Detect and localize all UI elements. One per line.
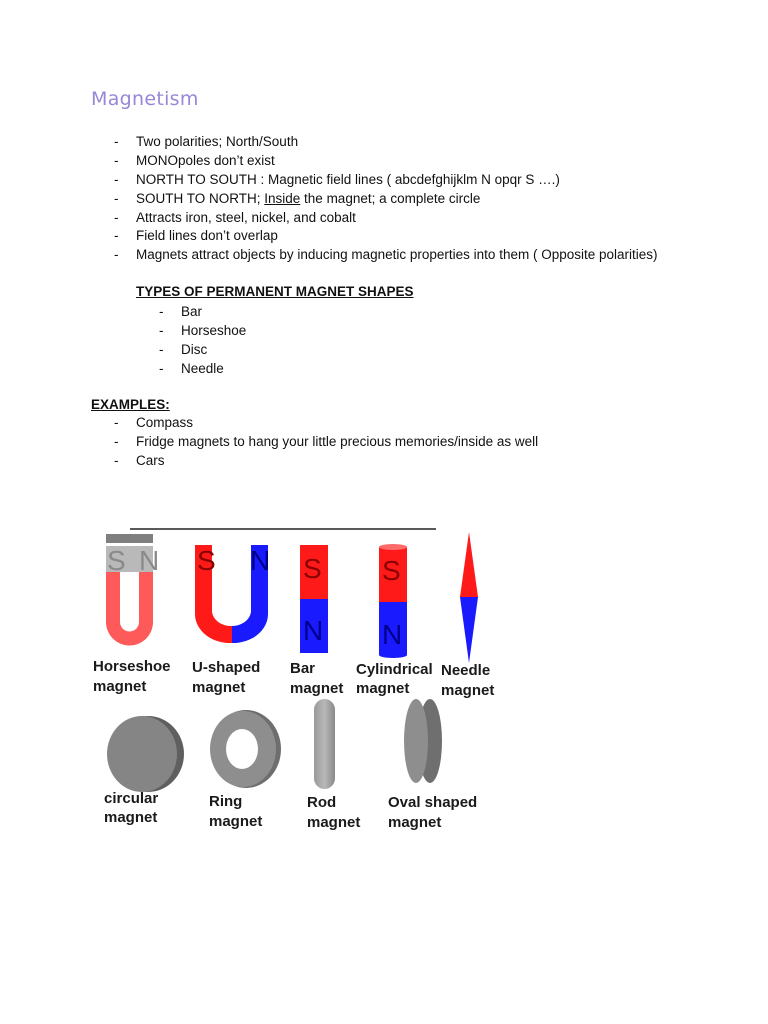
list-item: - Field lines don’t overlap	[114, 228, 278, 244]
caption-needle-1: Needle	[441, 662, 491, 679]
cylindrical-n-label: N	[382, 619, 403, 650]
horseshoe-n-label: N	[139, 545, 160, 576]
magnet-shapes-figure	[88, 518, 508, 838]
caption-needle-2: magnet	[441, 682, 495, 699]
caption-cylindrical-1: Cylindrical	[356, 661, 433, 678]
u-shaped-s-label: S	[197, 545, 216, 576]
needle-magnet-icon	[460, 532, 478, 663]
circular-magnet-icon	[107, 716, 184, 792]
oval-magnet-icon	[404, 699, 442, 783]
caption-ushaped-2: magnet	[192, 679, 246, 696]
caption-ring-1: Ring	[209, 793, 243, 810]
caption-horseshoe-2: magnet	[93, 678, 147, 695]
caption-cylindrical-2: magnet	[356, 680, 410, 697]
ring-magnet-icon	[210, 710, 281, 788]
caption-oval-2: magnet	[388, 814, 442, 831]
magnet-shapes-illustration	[88, 518, 508, 838]
list-item: - Fridge magnets to hang your little precious memories/inside as well	[114, 433, 539, 449]
bar-s-label: S	[303, 553, 322, 584]
caption-bar-2: magnet	[290, 680, 344, 697]
u-shaped-magnet-icon	[195, 545, 270, 643]
list-item: - NORTH TO SOUTH : Magnetic field lines ( abcdefghijklm N opqr S ….)	[114, 171, 560, 187]
caption-rod-2: magnet	[307, 814, 361, 831]
horseshoe-body	[106, 572, 153, 646]
examples-list	[114, 414, 539, 471]
horseshoe-magnet-icon	[106, 534, 159, 646]
u-shaped-n-label: N	[250, 545, 271, 576]
bar-n-label: N	[303, 615, 324, 646]
caption-circular-1: circular	[104, 790, 159, 807]
list-item: - MONOpoles don’t exist	[114, 152, 275, 168]
list-item: - Compass	[114, 415, 194, 430]
rod-magnet-icon	[314, 699, 335, 789]
list-item: - Disc	[159, 341, 208, 357]
caption-oval-1: Oval shaped	[388, 794, 478, 811]
caption-ring-2: magnet	[209, 813, 263, 830]
examples-heading: EXAMPLES:	[91, 397, 170, 412]
underlined-text: Inside	[264, 190, 301, 206]
list-item: - Bar	[159, 304, 203, 319]
bar-magnet-icon	[300, 545, 328, 653]
types-list	[159, 303, 247, 379]
page-title: Magnetism	[91, 88, 199, 110]
list-item: - Attracts iron, steel, nickel, and cobalt	[114, 209, 356, 225]
list-item: - Cars	[114, 452, 165, 468]
list-item: - Magnets attract objects by inducing magnetic properties into them ( Opposite polarities)	[114, 247, 658, 263]
caption-bar-1: Bar	[290, 660, 316, 677]
caption-horseshoe-1: Horseshoe	[93, 658, 171, 675]
caption-circular-2: magnet	[104, 809, 158, 826]
caption-ushaped-1: U-shaped	[192, 659, 261, 676]
list-item: - Horseshoe	[159, 322, 247, 338]
caption-rod-1: Rod	[307, 794, 337, 811]
cylindrical-magnet-icon	[379, 544, 407, 658]
horseshoe-s-label: S	[107, 545, 126, 576]
list-item: - Needle	[159, 360, 224, 376]
list-item: - Two polarities; North/South	[114, 134, 299, 149]
types-heading: TYPES OF PERMANENT MAGNET SHAPES	[136, 284, 414, 299]
facts-list	[114, 133, 658, 265]
cylindrical-s-label: S	[382, 555, 401, 586]
list-item: - SOUTH TO NORTH; Inside the magnet; a complete circle	[114, 190, 481, 206]
